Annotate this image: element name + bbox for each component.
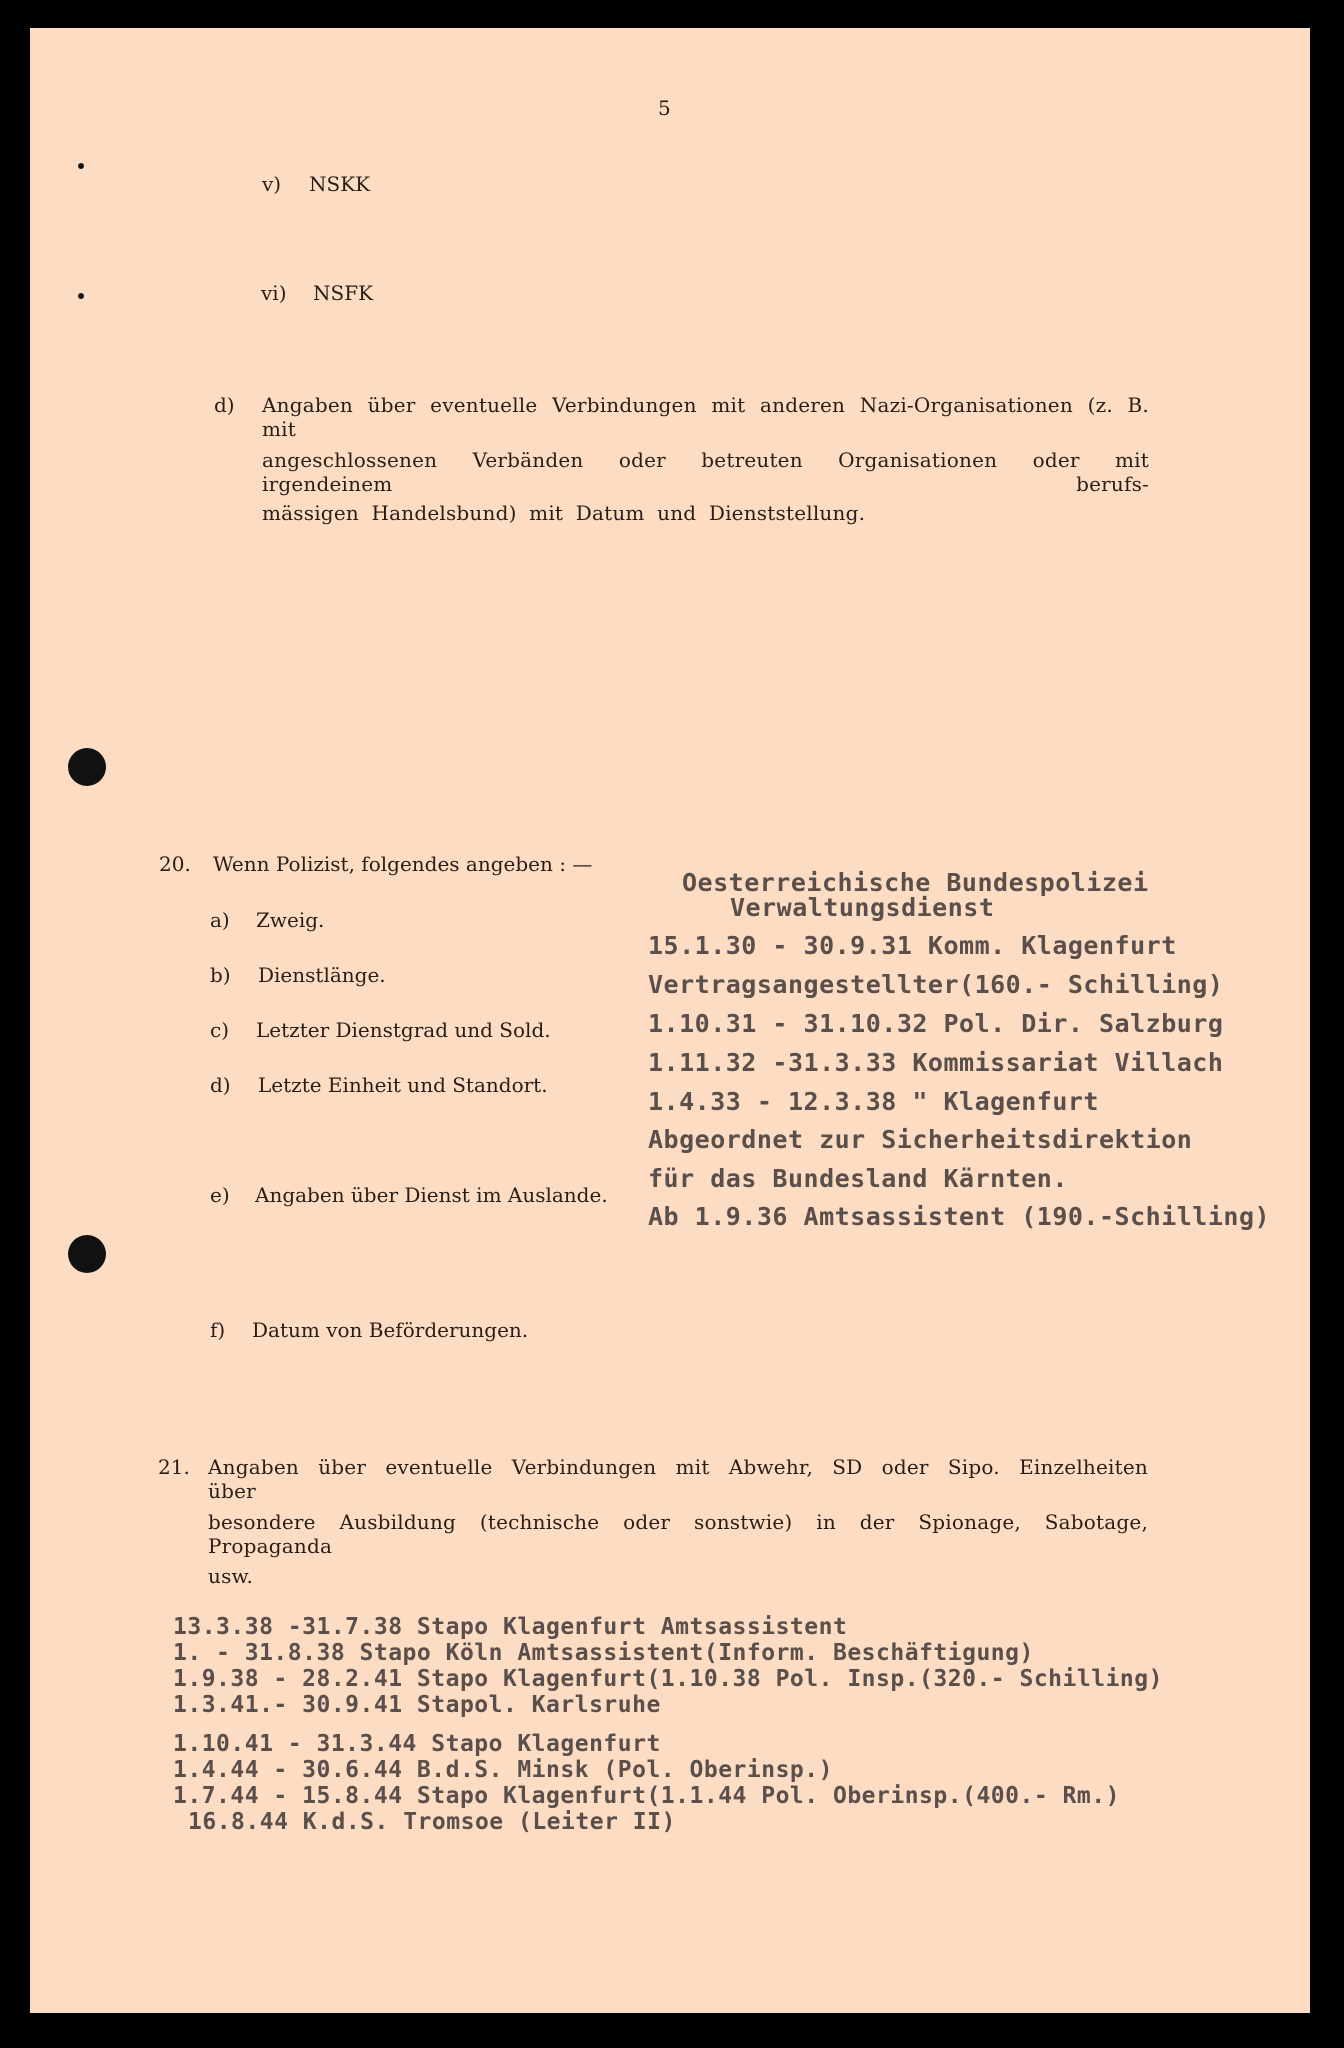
question-21-line-1: Angaben über eventuelle Verbindungen mit Abwehr, SD oder Sipo. Einzelheiten über <box>208 1455 1148 1503</box>
item-20c-label: c) <box>210 1018 230 1042</box>
punch-hole-upper <box>68 748 106 786</box>
question-21-number: 21. <box>158 1455 190 1479</box>
item-20e-label: e) <box>210 1183 230 1207</box>
typed-answer-20-line: 1.4.33 - 12.3.38 " Klagenfurt <box>648 1087 1099 1116</box>
item-d-line-2: angeschlossenen Verbänden oder betreuten Organisationen oder mit irgendeinem berufs- <box>262 448 1149 496</box>
typed-answer-21-line: 1.3.41.- 30.9.41 Stapol. Karlsruhe <box>173 1692 661 1718</box>
typed-answer-21-line: 1.10.41 - 31.3.44 Stapo Klagenfurt <box>173 1731 661 1757</box>
typed-answer-20-line: Verwaltungsdienst <box>730 893 995 922</box>
page-number: 5 <box>658 96 671 120</box>
document-page <box>30 28 1310 2013</box>
question-21-line-3: usw. <box>208 1564 254 1588</box>
item-v-text: NSKK <box>309 172 371 196</box>
item-d-label: d) <box>214 393 235 417</box>
item-d-line-1: Angaben über eventuelle Verbindungen mit anderen Nazi-Organisationen (z. B. mit <box>262 393 1149 441</box>
item-20a-text: Zweig. <box>256 908 325 932</box>
item-20b-label: b) <box>210 963 231 987</box>
paper-speck <box>78 293 84 299</box>
item-d-line-3: mässigen Handelsbund) mit Datum und Dienststellung. <box>262 501 866 525</box>
typed-answer-20-line: Abgeordnet zur Sicherheitsdirektion <box>648 1125 1193 1154</box>
typed-answer-20-line: Ab 1.9.36 Amtsassistent (190.-Schilling) <box>648 1202 1271 1231</box>
paper-speck <box>78 163 84 169</box>
typed-answer-21-line: 1.9.38 - 28.2.41 Stapo Klagenfurt(1.10.38 Pol. Insp.(320.- Schilling) <box>173 1666 1163 1692</box>
item-vi-label: vi) <box>261 281 287 305</box>
typed-answer-20-line: 1.10.31 - 31.10.32 Pol. Dir. Salzburg <box>648 1009 1224 1038</box>
typed-answer-20-line: 15.1.30 - 30.9.31 Komm. Klagenfurt <box>648 931 1177 960</box>
item-20a-label: a) <box>210 908 230 932</box>
typed-answer-21-line: 16.8.44 K.d.S. Tromsoe (Leiter II) <box>188 1809 676 1835</box>
question-20-heading: Wenn Polizist, folgendes angeben : — <box>213 852 593 876</box>
item-20b-text: Dienstlänge. <box>258 963 386 987</box>
item-20f-label: f) <box>210 1318 226 1342</box>
item-20d-text: Letzte Einheit und Standort. <box>258 1073 548 1097</box>
typed-answer-21-line: 13.3.38 -31.7.38 Stapo Klagenfurt Amtsassistent <box>173 1614 848 1640</box>
typed-answer-21-line: 1.4.44 - 30.6.44 B.d.S. Minsk (Pol. Oberinsp.) <box>173 1757 833 1783</box>
typed-answer-21-line: 1. - 31.8.38 Stapo Köln Amtsassistent(Inform. Beschäftigung) <box>173 1640 1034 1666</box>
item-20e-text: Angaben über Dienst im Auslande. <box>255 1183 608 1207</box>
item-20c-text: Letzter Dienstgrad und Sold. <box>256 1018 551 1042</box>
typed-answer-20-line: Vertragsangestellter(160.- Schilling) <box>648 970 1224 999</box>
item-v-label: v) <box>262 172 282 196</box>
item-20f-text: Datum von Beförderungen. <box>252 1318 529 1342</box>
question-21-line-2: besondere Ausbildung (technische oder sonstwie) in der Spionage, Sabotage, Propaganda <box>208 1510 1148 1558</box>
question-20-number: 20. <box>159 852 191 876</box>
item-20d-label: d) <box>210 1073 231 1097</box>
typed-answer-20-line: Oesterreichische Bundespolizei <box>682 868 1149 897</box>
typed-answer-20-line: für das Bundesland Kärnten. <box>648 1164 1068 1193</box>
typed-answer-20-line: 1.11.32 -31.3.33 Kommissariat Villach <box>648 1048 1224 1077</box>
punch-hole-lower <box>68 1235 106 1273</box>
item-vi-text: NSFK <box>313 281 374 305</box>
typed-answer-21-line: 1.7.44 - 15.8.44 Stapo Klagenfurt(1.1.44 Pol. Oberinsp.(400.- Rm.) <box>173 1783 1120 1809</box>
